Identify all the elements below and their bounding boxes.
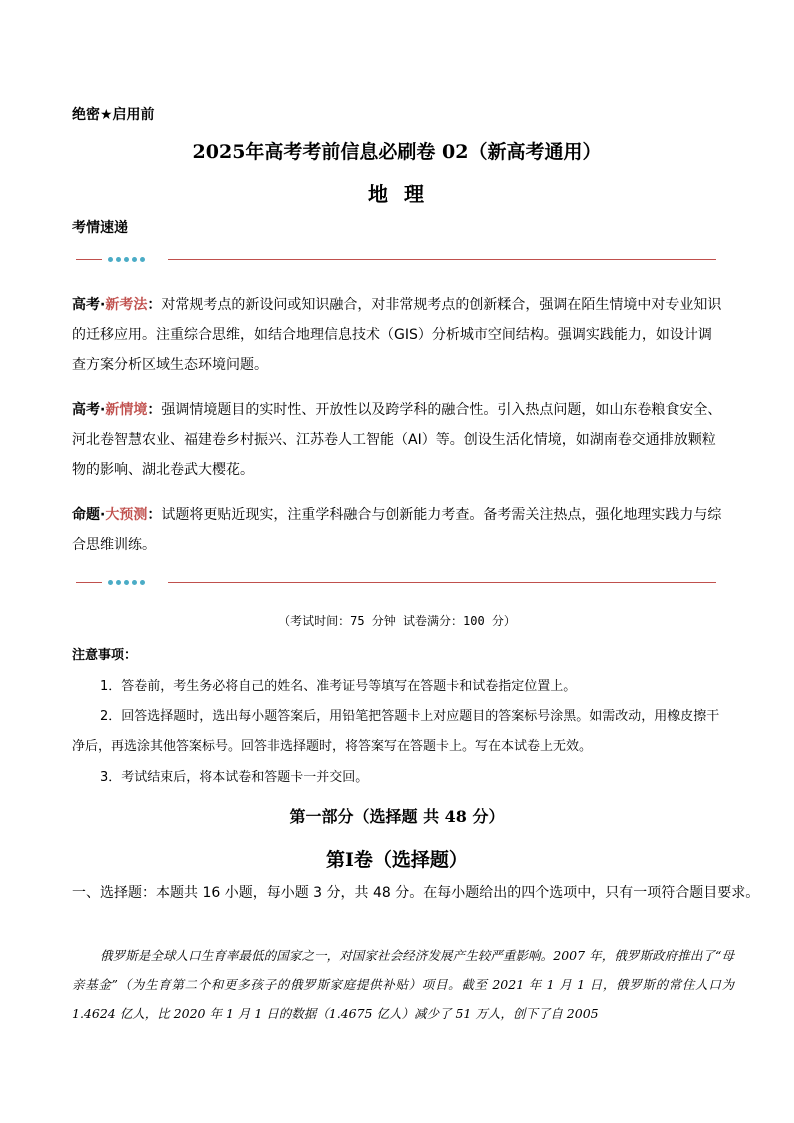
decorative-divider — [76, 577, 716, 589]
subject-char: 理 — [404, 182, 426, 206]
item-label-prefix: 高考· — [72, 402, 106, 418]
notes-heading: 注意事项： — [72, 648, 138, 663]
item-label-separator: ： — [147, 507, 162, 523]
item-text: 对常规考点的新设问或知识融合，对非常规考点的创新糅合，强调在陌生情境中对专业知识的迁移应用。注重综合思维，如结合地理信息技术（GIS）分析城市空间结构。强调实践能力，如设计调查方案分析区域生态环境问题。 — [72, 297, 722, 373]
confidential-label: 绝密★启用前 — [72, 107, 155, 123]
item-text: 强调情境题目的实时性、开放性以及跨学科的融合性。引入热点问题，如山东卷粮食安全、河北卷智慧农业、福建卷乡村振兴、江苏卷人工智能（AI）等。创设生活化情境，如湖南卷交通排放颗粒物的影响、湖北卷武大樱花。 — [72, 402, 722, 478]
note-item: 2．回答选择题时，选出每小题答案后，用铅笔把答题卡上对应题目的答案标号涂黑。如需改动，用橡皮擦干净后，再选涂其他答案标号。回答非选择题时，将答案写在答题卡上。写在本试卷上无效。 — [72, 709, 720, 754]
part-title: 第一部分（选择题 共 48 分） — [289, 807, 505, 826]
exam-info-heading: 考情速递 — [72, 220, 128, 236]
item-label-accent: 新考法 — [105, 297, 148, 313]
note-item: 3．考试结束后，将本试卷和答题卡一并交回。 — [100, 770, 369, 785]
divider-dash — [76, 582, 102, 583]
decorative-divider — [76, 254, 716, 266]
question-section-intro: 一、选择题：本题共 16 小题，每小题 3 分，共 48 分。在每小题给出的四个选项中，只有一项符合题目要求。 — [72, 885, 760, 901]
volume-title: 第Ⅰ卷（选择题） — [326, 849, 468, 871]
item-text: 试题将更贴近现实，注重学科融合与创新能力考查。备考需关注热点，强化地理实践力与综合思维训练。 — [72, 507, 722, 553]
exam-time-info: （考试时间：75 分钟 试卷满分：100 分） — [278, 614, 516, 628]
item-label-accent: 大预测 — [105, 507, 148, 523]
divider-dash — [76, 259, 102, 260]
item-label-accent: 新情境 — [105, 402, 148, 418]
item-label-prefix: 高考· — [72, 297, 106, 313]
item-label-separator: ： — [147, 297, 162, 313]
item-label-separator: ： — [147, 402, 162, 418]
divider-dots-icon — [108, 254, 148, 266]
divider-line — [168, 259, 716, 260]
note-item: 1．答卷前，考生务必将自己的姓名、准考证号等填写在答题卡和试卷指定位置上。 — [100, 679, 577, 694]
exam-info-item — [72, 500, 724, 560]
exam-info-item — [72, 395, 724, 485]
item-label-prefix: 命题· — [72, 507, 106, 523]
subject-title — [0, 178, 794, 207]
paper-title: 2025年高考考前信息必刷卷 02（新高考通用） — [192, 141, 602, 163]
reading-passage: 俄罗斯是全球人口生育率最低的国家之一，对国家社会经济发展产生较严重影响。2007 年，俄罗斯政府推出了“母亲基金”（为生育第二个和更多孩子的俄罗斯家庭提供补贴）项目。截至 2021 年 1 月 1 日，俄罗斯的常住人口为 1.4624 亿人，比 2020 年 1 月 1 日的数据（1.4675 亿人）减少了 51 万人，创下了自 2005 — [72, 948, 734, 1021]
divider-dots-icon — [108, 577, 148, 589]
divider-line — [168, 582, 716, 583]
subject-char: 地 — [368, 182, 390, 206]
exam-info-item — [72, 290, 724, 380]
